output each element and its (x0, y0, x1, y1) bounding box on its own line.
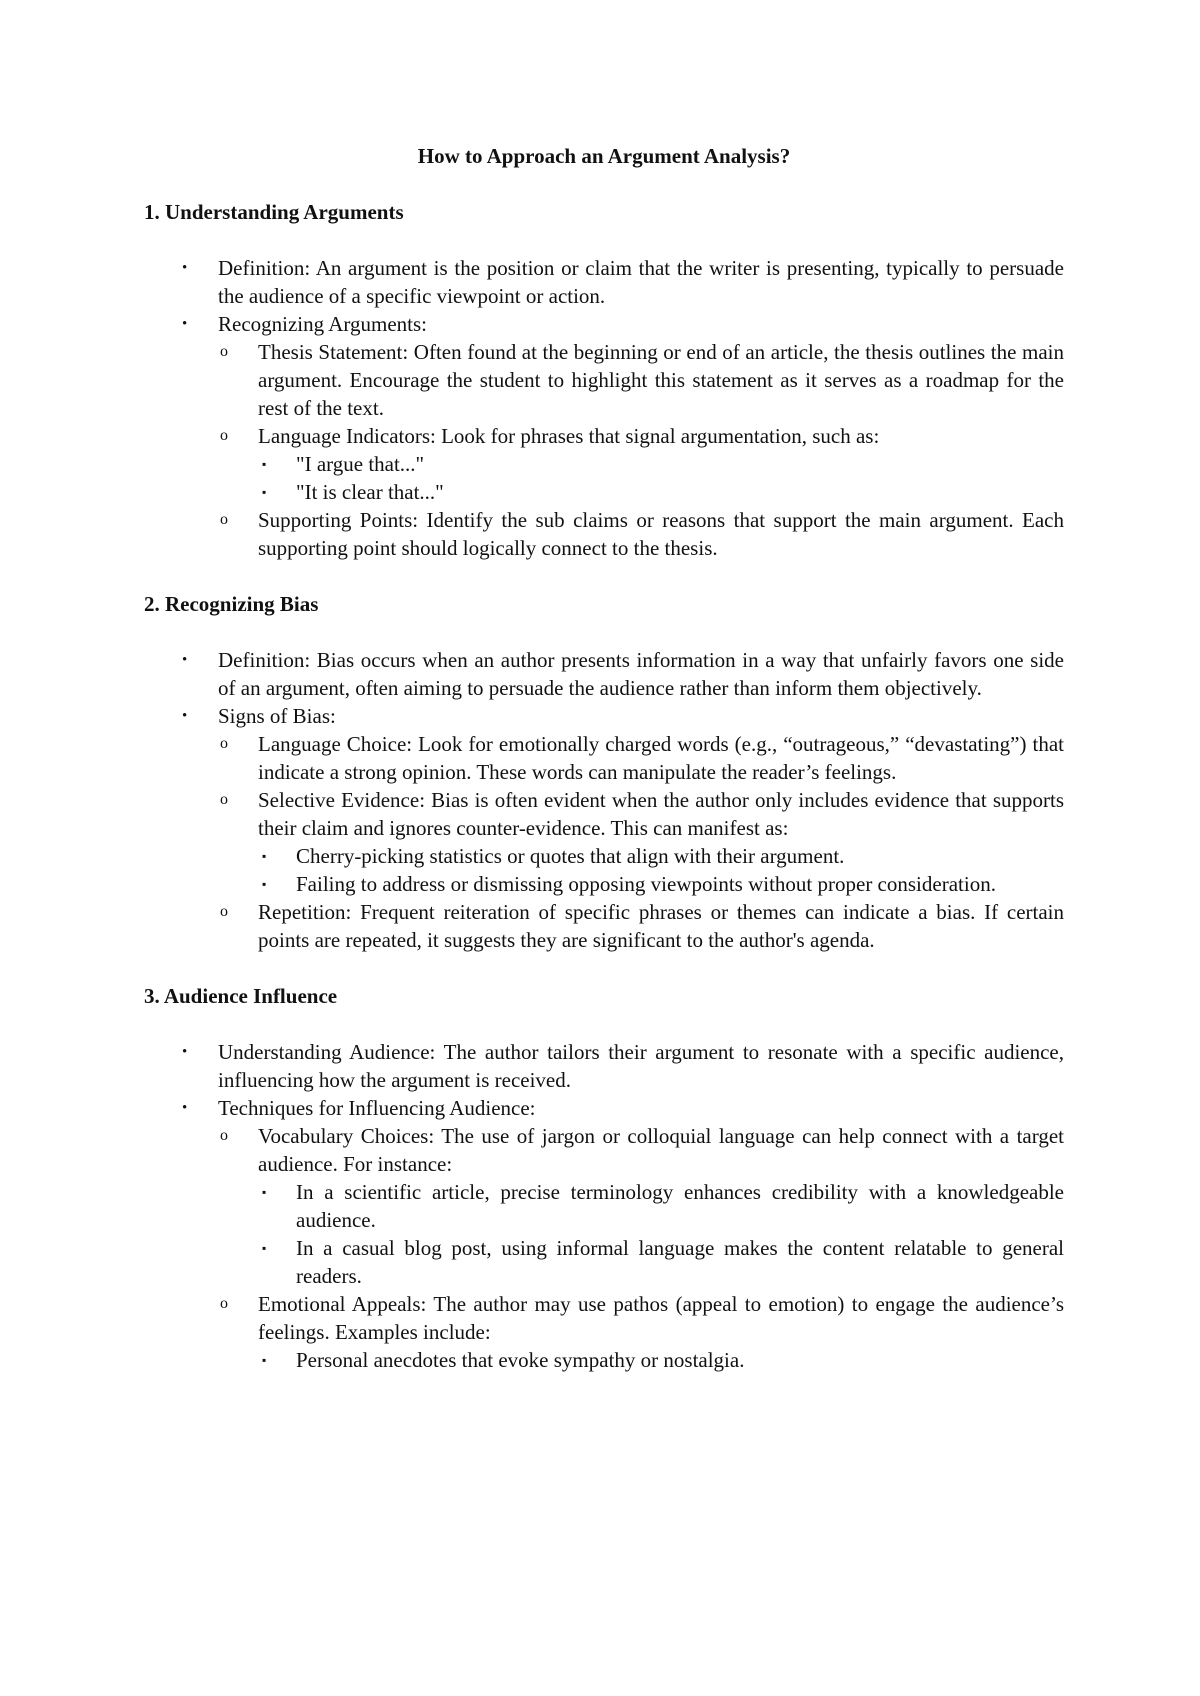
bullet-icon: • (182, 1044, 188, 1060)
sub-sub-list-item-text: Cherry-picking statistics or quotes that align with their argument. (296, 844, 845, 868)
sub-sub-list-item-text: In a casual blog post, using informal language makes the content relatable to general readers. (296, 1236, 1064, 1288)
sub-sub-list-item (258, 1178, 1064, 1234)
bullet-icon: • (182, 652, 188, 668)
page-title: How to Approach an Argument Analysis? (417, 144, 791, 168)
sub-list-item (218, 786, 1064, 898)
sub-sub-list-item-text: "I argue that..." (296, 452, 425, 476)
sub-sub-list-item (258, 842, 1064, 870)
list-item-text: Recognizing Arguments: (218, 312, 428, 336)
bullet-list (144, 254, 1064, 562)
sub-sub-list-item (258, 1346, 1064, 1374)
sub-list-item-text: Supporting Points: Identify the sub claims or reasons that support the main argument. Each supporting point should logically connect to the thesis. (258, 508, 1064, 560)
list-item-text: Definition: An argument is the position or claim that the writer is presenting, typically to persuade the audience of a specific viewpoint or action. (218, 256, 1064, 308)
sub-sub-list-item (258, 870, 1064, 898)
section-heading: 2. Recognizing Bias (144, 592, 319, 616)
sub-sub-list-item-text: Personal anecdotes that evoke sympathy or nostalgia. (296, 1348, 745, 1372)
sub-list-item (218, 506, 1064, 562)
bullet-icon: • (182, 260, 188, 276)
sub-list-item-text: Language Choice: Look for emotionally charged words (e.g., “outrageous,” “devastating”) that indicate a strong opinion. These words can manipulate the reader’s feelings. (258, 732, 1064, 784)
list-item-text: Definition: Bias occurs when an author presents information in a way that unfairly favors one side of an argument, often aiming to persuade the audience rather than inform them objectively. (218, 648, 1064, 700)
sub-list-item (218, 898, 1064, 954)
bullet-list (144, 646, 1064, 954)
section-understanding-arguments (144, 198, 1064, 562)
list-item (144, 1038, 1064, 1094)
list-item (144, 646, 1064, 702)
bullet-list (144, 1038, 1064, 1374)
list-item-text: Understanding Audience: The author tailors their argument to resonate with a specific audience, influencing how the argument is received. (218, 1040, 1064, 1092)
square-bullet-icon: ▪ (262, 1185, 267, 1199)
circle-bullet-icon: o (220, 427, 228, 444)
circle-bullet-icon: o (220, 791, 228, 808)
list-item-text: Techniques for Influencing Audience: (218, 1096, 536, 1120)
sub-list-item (218, 1122, 1064, 1290)
section-heading: 1. Understanding Arguments (144, 200, 404, 224)
sub-sub-list (258, 842, 1064, 898)
sub-list-item (218, 338, 1064, 422)
sub-list-item (218, 730, 1064, 786)
sub-list-item (218, 1290, 1064, 1374)
sub-list-item-text: Emotional Appeals: The author may use pathos (appeal to emotion) to engage the audience’s feelings. Examples include: (258, 1292, 1064, 1344)
sub-list (218, 1122, 1064, 1374)
circle-bullet-icon: o (220, 343, 228, 360)
square-bullet-icon: ▪ (262, 877, 267, 891)
square-bullet-icon: ▪ (262, 1241, 267, 1255)
sub-sub-list-item (258, 478, 1064, 506)
list-item (144, 254, 1064, 310)
circle-bullet-icon: o (220, 511, 228, 528)
sub-list-item (218, 422, 1064, 506)
bullet-icon: • (182, 316, 188, 332)
document-body (144, 142, 1064, 1402)
sub-list (218, 730, 1064, 954)
sub-sub-list (258, 450, 1064, 506)
square-bullet-icon: ▪ (262, 485, 267, 499)
square-bullet-icon: ▪ (262, 1353, 267, 1367)
sub-list-item-text: Vocabulary Choices: The use of jargon or colloquial language can help connect with a target audience. For instance: (258, 1124, 1064, 1176)
sub-sub-list-item-text: "It is clear that..." (296, 480, 444, 504)
square-bullet-icon: ▪ (262, 457, 267, 471)
sub-sub-list-item-text: Failing to address or dismissing opposing viewpoints without proper consideration. (296, 872, 996, 896)
section-heading: 3. Audience Influence (144, 984, 338, 1008)
square-bullet-icon: ▪ (262, 849, 267, 863)
sub-list-item-text: Repetition: Frequent reiteration of specific phrases or themes can indicate a bias. If certain points are repeated, it suggests they are significant to the author's agenda. (258, 900, 1064, 952)
sub-sub-list-item-text: In a scientific article, precise terminology enhances credibility with a knowledgeable audience. (296, 1180, 1064, 1232)
sub-sub-list-item (258, 1234, 1064, 1290)
sub-sub-list-item (258, 450, 1064, 478)
circle-bullet-icon: o (220, 903, 228, 920)
sub-list-item-text: Selective Evidence: Bias is often evident when the author only includes evidence that supports their claim and ignores counter-evidence. This can manifest as: (258, 788, 1064, 840)
circle-bullet-icon: o (220, 1295, 228, 1312)
circle-bullet-icon: o (220, 735, 228, 752)
bullet-icon: • (182, 708, 188, 724)
sub-sub-list (258, 1178, 1064, 1290)
list-item (144, 310, 1064, 562)
section-audience-influence (144, 982, 1064, 1374)
list-item (144, 1094, 1064, 1374)
sub-list (218, 338, 1064, 562)
list-item-text: Signs of Bias: (218, 704, 336, 728)
sub-sub-list (258, 1346, 1064, 1374)
bullet-icon: • (182, 1100, 188, 1116)
sub-list-item-text: Thesis Statement: Often found at the beginning or end of an article, the thesis outlines the main argument. Encourage the student to highlight this statement as it serves as a roadmap for the rest of the text. (258, 340, 1064, 420)
circle-bullet-icon: o (220, 1127, 228, 1144)
list-item (144, 702, 1064, 954)
section-recognizing-bias (144, 590, 1064, 954)
sub-list-item-text: Language Indicators: Look for phrases that signal argumentation, such as: (258, 424, 880, 448)
